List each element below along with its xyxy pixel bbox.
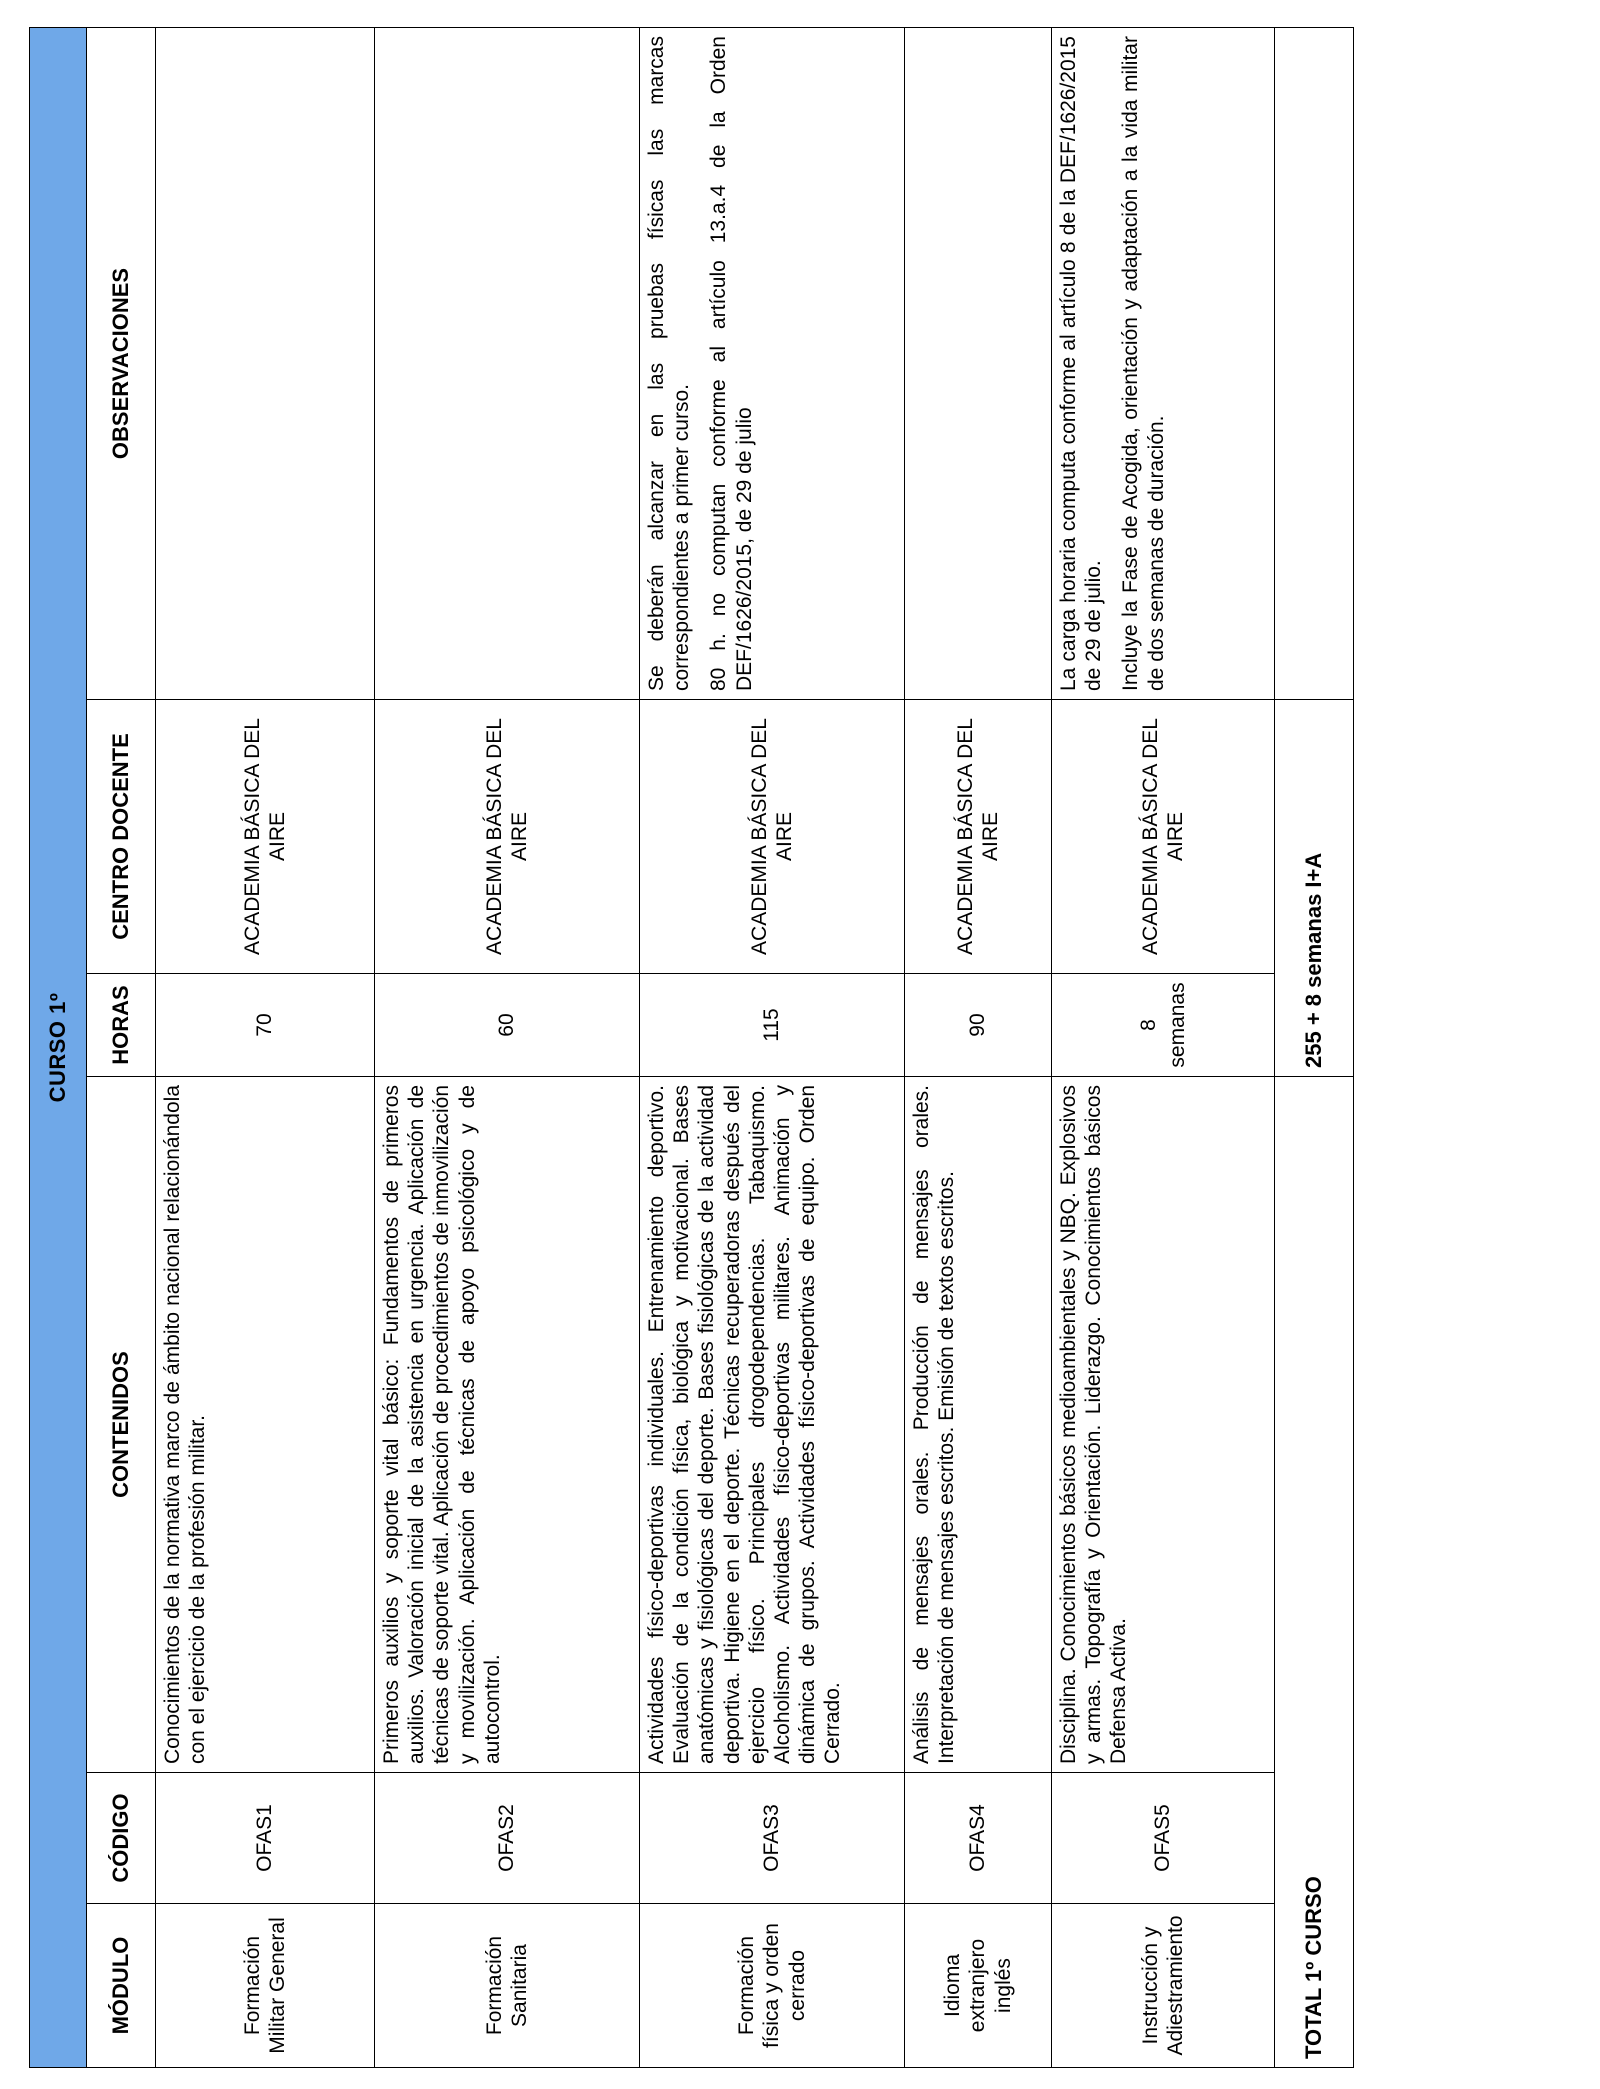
observacion-1: Se deberán alcanzar en las pruebas físicas las marcas correspondientes a primer curso. <box>645 36 694 691</box>
cell-horas <box>156 974 375 1077</box>
cell-modulo: Formación física y orden cerrado <box>640 1904 905 2068</box>
cell-codigo: OFAS2 <box>375 1773 640 1904</box>
total-empty-cell <box>1275 28 1354 700</box>
observacion-2: Incluye la Fase de Acogida, orientación y adaptación a la vida militar de dos semanas de duración. <box>1119 36 1168 691</box>
cell-observaciones <box>156 28 375 700</box>
header-row <box>87 28 156 2068</box>
curso-table <box>29 27 1354 2068</box>
cell-observaciones <box>375 28 640 700</box>
cell-codigo: OFAS5 <box>1052 1773 1275 1904</box>
cell-modulo: Instrucción y Adiestramiento <box>1052 1904 1275 2068</box>
table-row <box>375 28 640 2068</box>
cell-horas <box>1052 974 1275 1077</box>
cell-modulo: Formación Sanitaria <box>375 1904 640 2068</box>
header-codigo: CÓDIGO <box>87 1773 156 1904</box>
header-horas: HORAS <box>87 974 156 1077</box>
horas-value: 70 <box>253 1013 277 1037</box>
total-row <box>1275 28 1354 2068</box>
cell-centro: ACADEMIA BÁSICA DEL AIRE <box>905 700 1052 974</box>
header-centro: CENTRO DOCENTE <box>87 700 156 974</box>
table-row <box>1052 28 1275 2068</box>
cell-codigo: OFAS1 <box>156 1773 375 1904</box>
cell-horas <box>640 974 905 1077</box>
table-row <box>156 28 375 2068</box>
cell-modulo: Formación Militar General <box>156 1904 375 2068</box>
cell-observaciones <box>905 28 1052 700</box>
horas-unit: semanas <box>1166 982 1189 1068</box>
cell-observaciones <box>640 28 905 700</box>
cell-centro: ACADEMIA BÁSICA DEL AIRE <box>156 700 375 974</box>
cell-centro: ACADEMIA BÁSICA DEL AIRE <box>1052 700 1275 974</box>
cell-codigo: OFAS4 <box>905 1773 1052 1904</box>
total-label: TOTAL 1º CURSO <box>1275 1077 1354 2068</box>
curso-title-row <box>30 28 87 2068</box>
header-contenidos: CONTENIDOS <box>87 1077 156 1773</box>
cell-contenidos: Análisis de mensajes orales. Producción de mensajes orales. Interpretación de mensajes escritos. Emisión de textos escritos. <box>905 1077 1052 1773</box>
cell-observaciones <box>1052 28 1275 700</box>
cell-contenidos: Disciplina. Conocimientos básicos medioambientales y NBQ. Explosivos y armas. Topografía y Orientación. Liderazgo. Conocimientos básicos Defensa Activa. <box>1052 1077 1275 1773</box>
header-modulo: MÓDULO <box>87 1904 156 2068</box>
cell-contenidos: Actividades físico-deportivas individuales. Entrenamiento deportivo. Evaluación de la condición física, biológica y motivacional. Bases anatómicas y fisiológicas del deporte. Bases fisiológicas de la actividad deportiva. Higiene en el deporte. Técnicas recuperadoras después del ejercicio físico. Principales drogodependencias. Tabaquismo. Alcoholismo. Actividades físico-deportivas militares. Animación y dinámica de grupos. Actividades físico-deportivas de equipo. Orden Cerrado. <box>640 1077 905 1773</box>
observacion-1: La carga horaria computa conforme al artículo 8 de la DEF/1626/2015 de 29 de julio. <box>1057 36 1106 691</box>
cell-codigo: OFAS3 <box>640 1773 905 1904</box>
table-row <box>640 28 905 2068</box>
table-row <box>905 28 1052 2068</box>
rotated-document <box>29 28 1341 2068</box>
cell-horas <box>905 974 1052 1077</box>
cell-horas <box>375 974 640 1077</box>
horas-value: 60 <box>495 1013 519 1037</box>
cell-contenidos: Conocimientos de la normativa marco de ámbito nacional relacionándola con el ejercicio de la profesión militar. <box>156 1077 375 1773</box>
horas-value: 115 <box>760 1008 784 1042</box>
horas-value: 90 <box>966 1013 990 1037</box>
total-value: 255 + 8 semanas I+A <box>1275 700 1354 1077</box>
cell-contenidos: Primeros auxilios y soporte vital básico: Fundamentos de primeros auxilios. Valoración inicial de la asistencia en urgencia. Aplicación de técnicas de soporte vital. Aplicación de procedimientos de inmovilización y movilización. Aplicación de técnicas de apoyo psicológico y de autocontrol. <box>375 1077 640 1773</box>
cell-centro: ACADEMIA BÁSICA DEL AIRE <box>640 700 905 974</box>
header-observaciones: OBSERVACIONES <box>87 28 156 700</box>
cell-centro: ACADEMIA BÁSICA DEL AIRE <box>375 700 640 974</box>
cell-modulo: Idioma extranjero inglés <box>905 1904 1052 2068</box>
observacion-2: 80 h. no computan conforme al artículo 13.a.4 de la Orden DEF/1626/2015, de 29 de julio <box>707 36 756 691</box>
horas-value: 8 <box>1136 1019 1160 1031</box>
curso-title: CURSO 1º <box>30 28 87 2068</box>
